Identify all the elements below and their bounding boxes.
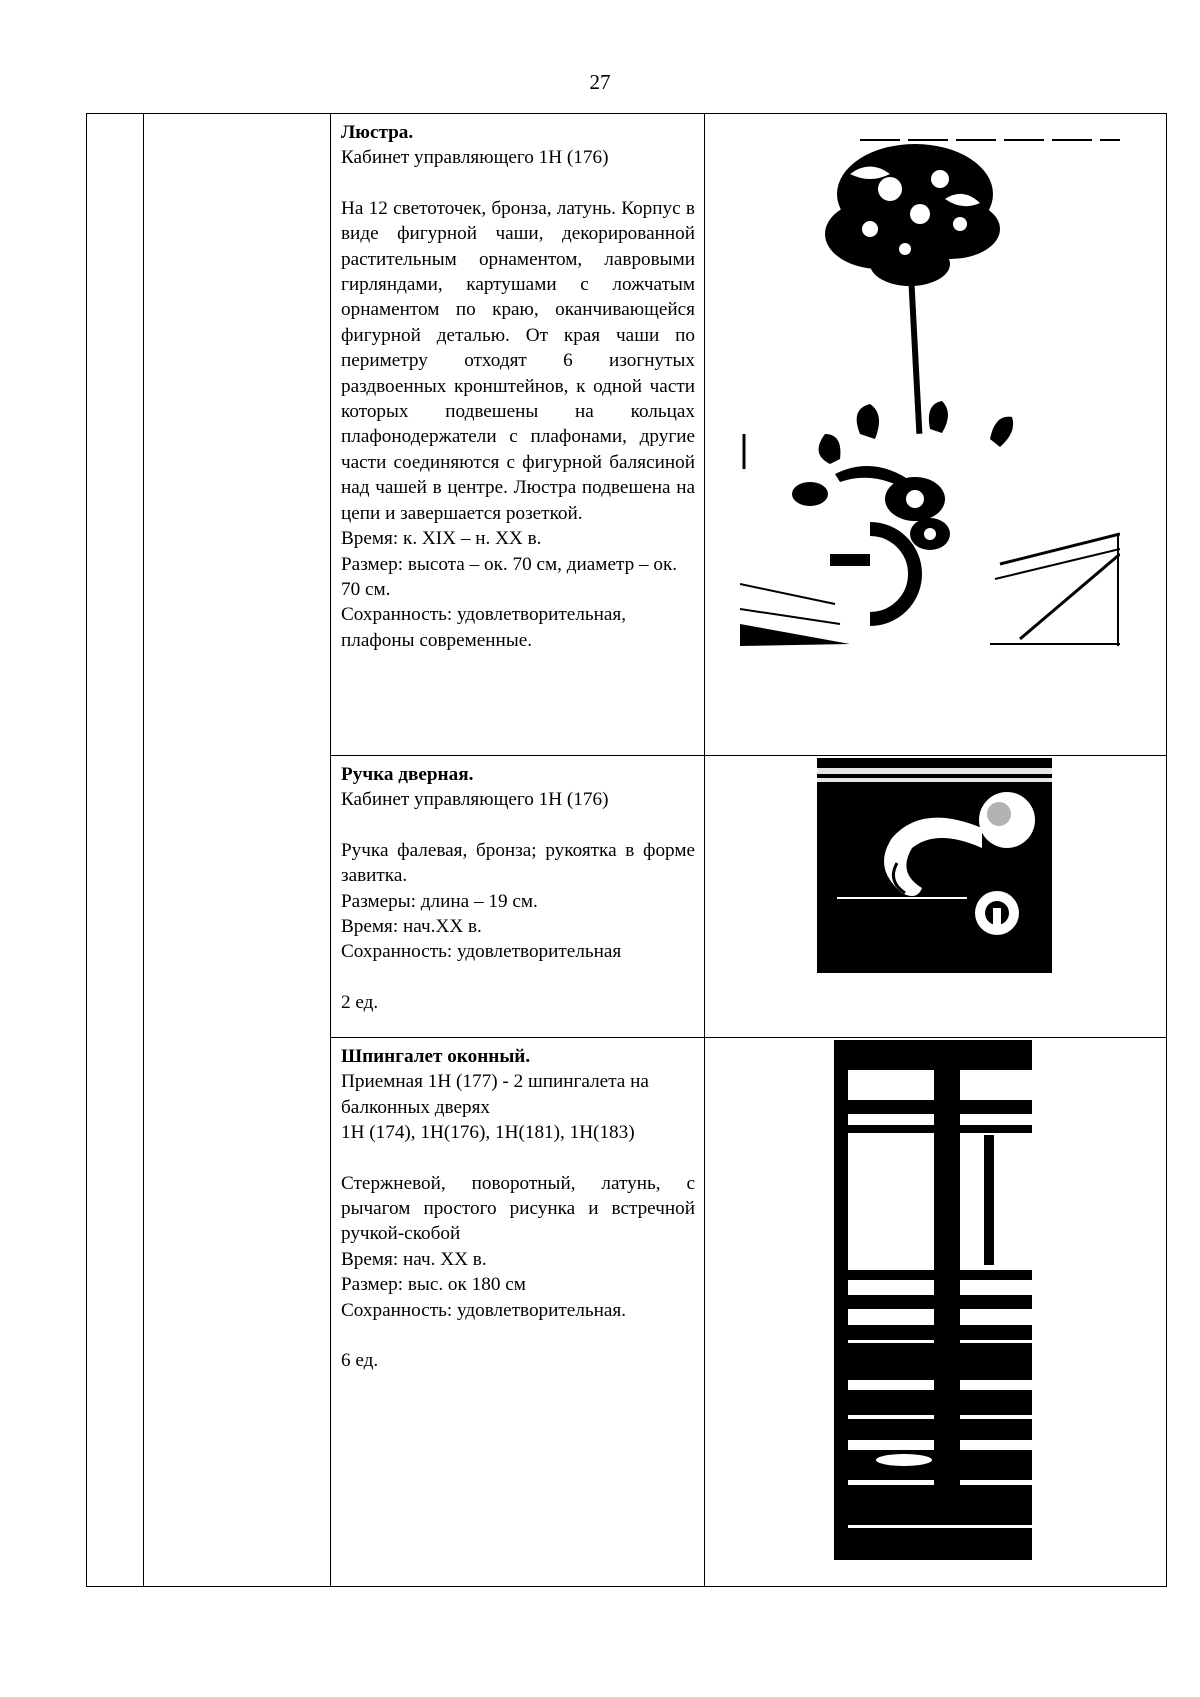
item-location: Кабинет управляющего 1Н (176) xyxy=(341,789,609,811)
inventory-table xyxy=(86,113,1167,1587)
item-time: Время: нач.XX в. xyxy=(341,916,482,938)
item-condition: Сохранность: удовлетворительная xyxy=(341,941,622,963)
item-condition: Сохранность: удовлетворительная. xyxy=(341,1299,627,1321)
photo-cell xyxy=(705,1038,1167,1587)
item-title: Ручка дверная. xyxy=(341,764,474,785)
item-time: Время: нач. XX в. xyxy=(341,1248,487,1270)
item-size: Размер: высота – ок. 70 см, диаметр – ок. 70 см. xyxy=(341,553,678,600)
item-title: Люстра. xyxy=(341,122,414,143)
item-time: Время: к. XIX – н. XX в. xyxy=(341,528,542,550)
item-count: 2 ед. xyxy=(341,991,379,1013)
description-cell xyxy=(331,756,705,1038)
item-title: Шпингалет оконный. xyxy=(341,1046,531,1067)
page-number: 27 xyxy=(589,70,611,94)
item-count: 6 ед. xyxy=(341,1350,379,1372)
item-location-2: 1Н (174), 1Н(176), 1Н(181), 1Н(183) xyxy=(341,1122,635,1144)
table-row xyxy=(87,114,1167,756)
item-condition: Сохранность: удовлетворительная, плафоны современные. xyxy=(341,604,627,651)
photo-cell xyxy=(705,756,1167,1038)
item-description: Ручка фалевая, бронза; рукоятка в форме завитка. xyxy=(341,839,695,887)
item-size: Размер: выс. ок 180 см xyxy=(341,1274,526,1296)
name-cell xyxy=(144,114,331,1587)
description-cell xyxy=(331,114,705,756)
item-location: Приемная 1Н (177) - 2 шпингалета на балконных дверях xyxy=(341,1071,649,1118)
item-description: Стержневой, поворотный, латунь, с рычагом простого рисунка и встречной ручкой-скобой xyxy=(341,1172,695,1245)
item-description: На 12 светоточек, бронза, латунь. Корпус в виде фигурной чаши, декорированной растительным орнаментом, лавровыми гирляндами, картушами с ложчатым орнаментом по краю, оканчивающейся фигурной деталью. От края чаши по периметру отходят 6 изогнутых раздвоенных кронштейнов, к одной части которых подвешены на кольцах плафонодержатели с плафонами, другие части соединяются с фигурной балясиной над чашей в центре. Люстра подвешена на цепи и завершается розеткой. xyxy=(341,197,695,524)
number-cell xyxy=(87,114,144,1587)
photo-cell xyxy=(705,114,1167,756)
item-size: Размеры: длина – 19 см. xyxy=(341,890,538,912)
item-location: Кабинет управляющего 1Н (176) xyxy=(341,147,609,169)
chandelier-photo xyxy=(740,134,1120,646)
door-handle-photo xyxy=(817,758,1052,973)
window-latch-photo xyxy=(834,1040,1032,1560)
description-cell xyxy=(331,1038,705,1587)
